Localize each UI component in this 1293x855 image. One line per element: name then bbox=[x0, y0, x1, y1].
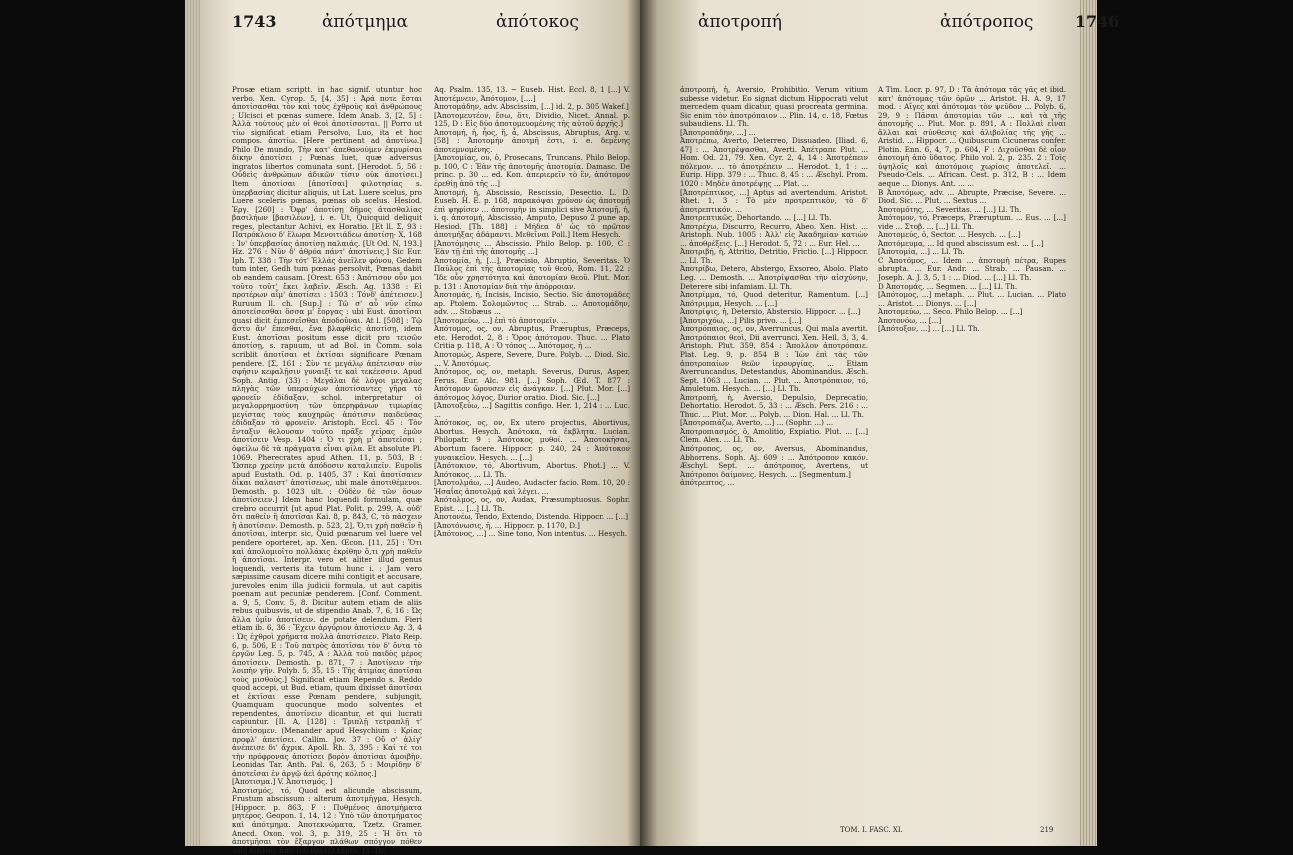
entry: Ἀποτομία, ἡ, [...], Præcisio, Abruptio, Severitas. Ὁ Παῦλος ἐπὶ τῆς ἀποτομίας τοῦ θεοῦ, Rom. 11, 22 : Ἴδε οὖν χρηστότητα καὶ ἀποτομίαν θεοῦ. Plut. Mor. p. 131 : Ἀποτομίαν διὰ τὴν ἀπόρροιαν. bbox=[434, 255, 630, 291]
entry: Ἀπότομον, τό, Præceps, Præruptum. ... Eus. ... [...] vide ... Στοβ. ... [...] Ll. Th. bbox=[878, 213, 1066, 231]
entry: Ἀποτομή, ἡ, Abscissio, Rescissio, Desectio. L. D. Euseb. H. E. p. 168, παρακόψαι χρόνον ὡς ἀποτομῇ ἐπὶ ψηφίσεν ... ἀποτομὴν in simplici sive Ἀποτομῇ, ἡ, i. q. ἀποτομή, Abscissio, Amputo, Depuso 2 pune ap. Hesiod. [Th. 188] : Μήδεα δ' ὡς τὸ πρῶτον ἀποτμήξας ἀδάμαντι. Μεθεῖναι Poll.] Item Hesych. bbox=[434, 187, 630, 240]
entry: [Ἀποτριχόω, ...] Pilis privo. ... [...] bbox=[680, 315, 802, 325]
entry: [Ἀποτομευτέον, ἔσω, ὅτι, Dividio, Nicet. Annal. p. 125, D : Εἰς δύο ἀποτομευομένης τῆς αὐτοῦ ἀρχῆς.] bbox=[434, 110, 630, 129]
entry: Ἀπότολμος, ος, ον, Audax, Præsumptuosus. Sophr. Epist. ... [...] Ll. Th. bbox=[434, 495, 630, 513]
entry: Ἀποτονέω, Tendo, Extendo, Distendo. Hippocr. ... [...] bbox=[434, 512, 629, 522]
entry: Ἀποτόμευμα, ... Id quod abscissum est. ... [...] bbox=[878, 238, 1044, 248]
entry: C Ἀποτόμος, ... Idem ... ἀποτομὴ πέτρα, Rupes abrupta. ... Eur. Andr. ... Strab. ... Pausan. ... Joseph. A. J. 3, 5, 1 : ... Diod. ... [...] Ll. Th. bbox=[878, 255, 1066, 283]
entry: Ἀπότομος, ος, ον, Abruptus, Præruptus, Præceps, etc. Herodot. 2, 8 : Ὄρος ἀπότομον. Thuc. ... Plato Critia p. 118, A : Ὁ τόπος ... Ἀπότομος, ἡ ... bbox=[434, 324, 630, 351]
entry: Ἀποτομή, ἡ, ἦος, ἥ, ἆ, Abscissus, Abruptus, Arg. v. [58] : Ἀποτομήν ἀποτμῆ ἐστι, i. e. δεμένης ἀποτεμνομένης. bbox=[434, 127, 630, 154]
column-d bbox=[878, 86, 1066, 826]
page-number-left: 1743 bbox=[232, 12, 277, 31]
entry: [Ἀπότομος, ...] metaph. ... Plut. ... Lucian. ... Plato ... Aristot. ... Dionys. ... [...] bbox=[878, 290, 1066, 308]
column-a bbox=[232, 85, 422, 855]
left-page-header bbox=[232, 12, 408, 32]
right-page bbox=[640, 0, 1120, 846]
entry: A Tim. Locr. p. 97, D : Τὰ ἀπότομα τᾶς γᾶς et ibid. κατ' ἀπότομας τῶν ὀρῶν ... Aristot. H. A. 9, 17 mod. : Αἴγες καὶ ἀπότομαι τὸν ψεῦδον ... Polyb. 6, 29, 9 : Πᾶσαι ἀποτομίαι τῶν ... καὶ τὰ τῆς ἀποτομῆς ... Plut. Mor. p. 891, A : Πολλαὶ εἶναι ἄλλαι καὶ σύνθεσις καὶ ἀλιβολίας τῆς γῆς ... Aristid. ... Hippocr. ... Quibuscum Cicuneras confer. Plotin. Enn. 6, 4, 7, p. 604, F : Διχοῦσθαι δὲ οἶον ἀποτομὴ ἀπὸ ὕδατος. Philo vol. 2, p. 235. 2 : Τοῖς ὑψηλοῖς καὶ ἀποτόμοις χωρίοις ἀποτελεῖ. ... Pseudo-Cels. ... African. Cest. p. 312, B : ... Idem aeque ... Dionys. Ant. ... ... bbox=[878, 85, 1066, 189]
entry: Ἀποτομεύς, ὁ, Sector. ... Hesych. ... [...] bbox=[878, 230, 1021, 240]
entry: Ἀποτρεπτικῶς, Dehortando. ... [...] Ll. Th. bbox=[680, 213, 832, 223]
entry: Ἀποτομότης, ... Severitas. ... [...] Ll. Th. bbox=[878, 204, 1022, 214]
entry: Ἀποτρίμμα, τό, Quod deteritur, Ramentum. [...] Ἀπότριμμα, Hesych. ... [...] bbox=[680, 290, 868, 308]
entry: [Ἀποτομίας, ου, ὁ, Prosecans, Truncans. Philo Belop. p. 100, C : Ἐὰν τῆς ἀποτομῆς ἀποτομία. Damasc. De princ. p. 30 ... ed. Κοπ. ἀπεριερεῖν τὸ ἓν, ἀπότομον ἐρεθίῃ ἀπὸ τῆς ...] bbox=[434, 153, 630, 189]
entry: Ἀποτρίβω, Detero, Abstergo, Exsoreo, Abolo. Plato Leg. ... Demosth. ... Ἀποτρίψασθαι τὴν αἰσχύνην, Deterere sibi infamiam. Ll. Th. bbox=[680, 264, 868, 291]
entry: ἀπότρεπτος, ... bbox=[680, 478, 735, 488]
signature-number: 219 bbox=[1040, 826, 1054, 834]
entry: [Ἀποτολμάω, ...] Audeo, Audacter facio. Rom. 10, 20 : Ἡσαΐας ἀποτολμᾷ καὶ λέγει. ... bbox=[434, 478, 630, 496]
column-b bbox=[434, 86, 630, 826]
entry: [Ἀπότονος, ...] ... Sine tono, Non intentus. ... Hesych. bbox=[434, 529, 628, 539]
entry: [Ἀπότοξον, ...] ... [...] Ll. Th. bbox=[878, 324, 980, 334]
entry: [Ἀπότοκιον, τό, Abortivum, Abortus. Phot.] ... V. Ἀπότοκος. ... Ll. Th. bbox=[434, 461, 630, 479]
entry: Ἀποτομώς, Aspere, Severe, Dure. Polyb. ... Diod. Sic. ... V. Ἀποτόμως. bbox=[434, 349, 630, 368]
entry: D Ἀποτομάς, ... Segmen. ... [...] Ll. Th. bbox=[878, 281, 1018, 291]
entry: Ἀποτρέχω, Discurro, Recurro, Abeo. Xen. Hist. ... Aristoph. Nub. 1005 : Ἀλλ' εἰς Ἀκαδημίαν κατιὼν ... ἀποθρέξεις. [...] Herodot. 5, 72 : ... Eur. Hel. ... bbox=[680, 221, 868, 248]
entry: [Ἀποτροπάδην, ...] ... bbox=[680, 127, 756, 137]
entry: Ἀποτρόπαιος, ος, ον, Averruncus, Qui mala avertit. Ἀποτρόπαιοι θεοὶ, Dii averrunci. Xen. Hell. 3, 3, 4. Aristoph. Plut. 359, 854 : Ἄπολλον ἀποτρόπαιε. Plat. Leg. 9, p. 854 B : Ἰὼν ἐπὶ τὰς τῶν ἀποτροπαίων θεῶν ἱερουργίας. ... Etiam Averruncandus, Detestandus, Abominandus. Æsch. Sept. 1063 ... Lucian. ... Plut. ... Ἀποτρόπαιον, τό, Amuletum. Hesych. ... [...] Ll. Th. bbox=[680, 324, 868, 394]
column-c bbox=[680, 86, 868, 826]
entry: [Ἀποτροπιάζω, Averto, ...] ... (Sophr. ...) ... bbox=[680, 418, 834, 428]
fascicle-footer: TOM. I. FASC. XI. bbox=[840, 826, 903, 834]
headword-left-a: ἀπότμημα bbox=[321, 12, 408, 32]
entry: ἀποτροπή, ἡ, Aversio, Prohibitio. Verum vitium subesse videtur. Eo signat dictum Hippocrati velut mercedem quam dicatur, quasi procreata germina. Sic enim τὸν ἀποτρόπαιον ... Plin. 14, c. 18, Fœtus subaudiens. Ll. Th. bbox=[680, 85, 868, 129]
entry: Ἀποτρέπω, Averto, Deterreo, Dissuadeo. [Iliad. 6, 47] : ... Ἀποτρέψασθαι, Averti. Ἀπέτραπε Plut. ... Hom. Od. 21, 79. Xen. Cyr. 2, 4, 14 : Ἀποτρέπειν πόλεμον. ... τὸ ἀποτρέπειν ... Herodot. 1, 1 : ... Eurip. Hipp. 379 : ... Thuc. 8, 45 : ... Æschyl. Prom. 1020 : Μηδὲν ἀποτρέψῃς ... Plat. ... bbox=[680, 136, 868, 189]
entry: Ἀποτονόω, ... [...] bbox=[878, 315, 942, 325]
right-page-header bbox=[940, 12, 1119, 32]
entry: B Ἀποτόμως, adv. ... Abrupte, Præcise, Severe. ... Diod. Sic. ... Plut. ... Sextus ... bbox=[878, 187, 1066, 206]
entry: Aq. Psalm. 135, 13. ~ Euseb. Hist. Eccl. 8, 1 [...] V. Ἀποτέμνειν, Ἀπότομον, [....] bbox=[434, 85, 630, 103]
entry: Ἀποτομεύω, ... Seco. Philo Belop. ... [...] bbox=[878, 307, 1023, 317]
entry: Prosæ etiam scriptt. in hac signif. utuntur hoc verbo. Xen. Cyrop. 5, [4, 35] : Ἀρά ποτε ἔσται ἀποτίσασθαι τὸν καὶ τοὺς ἐχθροὺς καὶ ἀνθρώπους ; Ulcisci et pœnas sumere. Idem Anab. 3, [2, 5] : Ἀλλὰ τούτους μὲν οἱ θεοὶ ἀποτίσονται. || Porro ut τίω significat etiam Persolvo, Luo, ita et hoc compos. ἀποτίω. [Here pertinent ad ἀποτίνω.] Philo De mundo, Τὴν κατ' ἀπεθανούμεν ἐκμυρίσαι δίκην ἀποτίσει ; Pœnas luet, quæ adversus ingratos libertos comunata sunt. [Herodot. 5, 56 : Οὐδεὶς ἀνθρώπων ἀδικῶν τίσιν οὐκ ἀποτίσει.] Item ἀποτίσαι [ἀποτῖσαι] φιλοτησίας s. ὑπερβασίας dicitur aliquis, ut Lat. Luere scelus, pro Luere sceleris pœnas, pœnas ob scelus. Hesiod. Ἐργ. [260] : Ὄφρ' ἀποτίσῃ δῆμος ἀτασθαλίας βασιλήων [βασιλέων], i. e. Ut, Quicquid deliquit reges, plectantur Achivi, ex Horatio. [Et ll. Σ, 93 : Πατρόκλοιο δ' ἕλωρα Μενοιτιάδεω ἀποτίσῃ· Χ, 168 : Ἰν' ὑπερβασίας ἀποτίσῃ παλαιάς. [Ut Od. N, 193.] Hz. 276 : Νῦν δ' ἀθρόα πάντ' ἀποτίνεις.] Sic Eur. Iph. T. 338 : Τὴν τότ' Ἑλλάς ἀνεῖλεν φόνου, Gedem tum inter, Gedh tum pœnas persolvit, Pœnas dabit ob eandem causam. [Orest. 653 : Ἀπότισον οὖν μοι τοῦτο τοῦτ' ἔκει λαβεῖν. Æsch. Ag. 1338 : Εἰ προτέρων αἷμ' ἀποτίσει : 1503 : Τόνδ' ἀπέτεισεν.] Ruruum ll. ch. [Sup.] : Τῶ σ' αὖ νῦν εἴπω ἀποτείσεσθαι ὅσσα μ' ἔοργας : ubi Eust. ἀποτῖσαι quasi dicit ἐμπεσεῖσθαι ἀποδοῦναι. At l. [508] : Τῷ ἄστυ ἄν' ἕπεσθαι, ἕνα βλαφθεὶς ἀποτίσῃ, idem Eust. ἀποτῖσαι positum esse dicit pro τεισῶν ἀποτίσῃ, s. rapuum, ut ad Bol. in Comm. sola scriblit ἀποτῖσαι et ἐκτῖσαι significare Pœnam pendere. [Σ, 161 : Σὺν τε μεγάλῳ ἀπέτεισαν σὺν σφῆσιν κεφαλῇσιν γυναιξί τε καὶ τεκέεσσιν. Apud Soph. Antig. (33) : Μεγάλαι δὲ λόγοι μεγάλας πληγὰς τῶν ὑπεραύχων ἀποτίσαντες γῆρα τὸ φρονεῖν ἐδίδαξαν, schol. interpretatur οἱ μεγαλορρημοσύνη τῶν ὑπερηφάνων τιμωρίας μεγίστας τοὺς καυχηρῶς ἀπότισιν παιδεύσας ἐδίδαξαν τὸ φρονεῖν. Aristoph. Eccl. 45 : Τὸν ἔνταξιν θελουσαν τοῦτο πρᾶξε χεῖρας ἐμῶν ἀποτίσειν Vesp. 1404 : Ὁ τι χρὴ μ' ἀποτεῖσαι ; ὀφείλω δὲ τὰ πράγματα εἶναι φίλα. Et absolute Pl. 1069. Pherecrates apud Athen. 11, p. 503, B : Ὥσπερ χρείην μετὰ ἀπόδοσιν καταλιπεῖν. Eupolis apud Eustath. Od. p. 1405, 37 : Καὶ ἀποτίσαιεν δίκαι παλαιστ' ἀποτίσεως, ubi male ἀποτιθέμενοι. Demosth. p. 1023 ult. : Οὐδὲν δὲ τῶν ὅσων ἀποτίσειεν.] Idem hanc loquendi formulam, quæ crebro occurrit [ut apud Plat. Polit. p. 299, A. οὐδ' ὅτι παθεῖν ἢ ἀποτῖσαι Kai. 8, p. 843, C, τὸ πάσχειν ἢ ἀποτίσειν. Demosth. p. 523, 2], Ὅ,τι χρὴ παθεῖν ἢ ἀποτῖσαι, interpr. sic, Quid pœnarum vel luere vel pendere oporteret, ap. Xen. Œcon. [11, 25] : Ὅτι καὶ ἀπολομιοῖτο πολλάκις ἐκρίθην ὅ,τι χρὴ παθεῖν ἢ ἀποτῖσαι. Interpr. vero et aliter illud genus loquendi, verteris ita tutum hunc i. : Jam vero sæpissime causam dicere mihi contigit et accusare, jurevoles enim illa judicii formula, ut aut capitis poenam aut pecuniæ penderem. [Conf. Comment. a. 9, 5, Conv. 5, 8. Dicitur autem etiam de aliis rebus quibusvis, ut de stipendio Anab. 7, 6, 16 : Ὡς ἄλλα ὑμῖν ἀποτίσειν. de potate delendum. Fieri etiam ib. 6, 36 : Ἔχειν ἀργύριον ἀποτίσειν Ag. 3, 4 : Ὡς ἐχθροὶ χρήματα πολλὰ ἀποτίσειεν. Plato Reip. 6, p. 506, E : Τοῦ πατρὸς ἀποτῖσαι τὸν δ' ὄντα τὸ ἐργῶν Leg. 5, p. 745, A : Ἀλλὰ τοῦ παιδὸς μέρος ἀποτίσειν. Demosth. p. 871, 7 : Ἀποτίνειν τὴν λοιπὴν γῆν. Polyb. 5, 35, 15 : Τῆς ἀτιμίας ἀποτῖσαι τοὺς μισθοὺς.] Significat etiam Rependo s. Reddo quod accepi, ut Bud. etiam, quum dixisset ἀποτῖσαι et ἐκτῖσαι esse Pœnam pendere, subjungit, Quamquam quocunque modo solventes et rependentes, ἀποτίνειν dicantur, et qui lucrati capiuntur. [Il. A, [128] : Τριπλῇ τετραπλῇ τ' ἀποτίσομεν. (Menander apud Hesychium : Κρίας προφλ' ἀπετίσει. Callim. Jov. 37 : Οὔ σ' ἀλίγ' ἀνέπεισε δι' ἄχρικ. Apoll. Rh. 3, 395 : Καί τέ τοι τὴν πρόφρονας ἀποτίσει βορὸν ἀποτίσαι ἀμοιβὴν. Leonidas Tar. Anth. Pal. 6, 263, 5 : Μοιρίδην δ' ἀποτεῖσαι ἐν ἀργῷ ἀεὶ ἀρότης κόλπος.] bbox=[232, 85, 422, 778]
left-page bbox=[200, 0, 640, 855]
entry: Ἀποτομάδην, adv. Abscissim, [...] id. 2, p. 305 Wakef.] bbox=[434, 102, 629, 112]
entry: Ἀπότοκος, ος, ον, Ex utero projectus, Abortivus, Abortus. Hesych. Ἀπότοκα, τὰ ἔκβλητα. Lucian. Philopatr. 9 : Ἀπότοκος μυθοί. ... Ἀποτοκῆσαι, Abortum facere. Hippocr. p. 240, 24 : Ἀπότοκον γυναικεῖον. Hesych. ... [...] bbox=[434, 418, 630, 462]
entry: [Ἀποτοξεύω, ...] Sagittis configo. Her. 1, 214 : ... Luc. ... bbox=[434, 401, 630, 419]
entry: [Ἀποτισμα.] V. Ἀποτισμός. ] bbox=[232, 777, 333, 787]
entry: [Ἀποτομεύω, ...] ἐπὶ τὸ ἀποτομεῖν. ... bbox=[434, 315, 568, 325]
entry: Ἀποτρίψις, ἡ, Detersio, Abstersio. Hippocr. ... [...] bbox=[680, 307, 861, 317]
entry: Ἀπότομος, ος, ον, metaph. Severus, Durus, Asper, Ferus. Eur. Alc. 981. [...] Soph. Œd. T. 877 : Ἀπότομον ὤρουσεν εἰς ἀνάγκαν. [...] Plut. Mor. [...] ἀπότομος λόγος, Durior oratio. Diod. Sic. [...] bbox=[434, 367, 630, 402]
entry: Ἀπότροπος, ος, ον, Aversus, Abominandus, Abhorrens. Soph. Aj. 609 : ... Ἀπότροπον κακόν. Æschyl. Sept. ... ἀπότροπος, Avertens, ut Ἀπότροποι δαίμονες. Hesych. ... [Segmentum.] bbox=[680, 443, 868, 479]
entry: [Ἀποτρέπτικος, ...] Aptus ad avertendum. Aristot. Rhet. 1, 3 : Τὸ μὲν προτρεπτικὸν, τὸ δ' ἀποτρεπτικόν. ... bbox=[680, 187, 868, 214]
entry: Ἀποτροπιασμός, ὁ, Amolitio, Expiatio. Plut. ... [...] Clem. Alex. ... Ll. Th. bbox=[680, 426, 868, 445]
entry: [Ἀποτομία, ...] ... Ll. Th. bbox=[878, 247, 965, 257]
entry: Ἀποτισμός, τό, Quod est alicunde abscissum, Frustum abscissum : alterum ἀποτμῆγμα, Hesych. [Hippocr. p. 863, F : Πυθμένος ἀποτμήματα μητέρος. Geopon. 1, 14, 12 : Ὑπὸ τῶν ἀποτμήματος καὶ ἀπότμημα. Ἀποτεκνώματα, Tzetz. Gramer. Anecd. Oxon. vol. 3, p. 319, 25 : Ἡ ὅτι τὸ ἀποτμῆσαι τὸν ἔξαργον πλάθων σπόγγον πόθεν τοῖς διπλοῖς ἀπὸ τοῦ προτελλόμεν. Ll. Th. bbox=[232, 785, 422, 855]
entry: Ἀποτομάς, ή, Incisis, Incisio, Sectio. Sic ἀποτομάδες ap. Ptolem. Σολομῶντος ... Strab. ... Αποτομάδην, adv. ... Stobæus ... bbox=[434, 290, 630, 317]
open-book bbox=[200, 0, 1120, 855]
headword-right-b: ἀπότροπος bbox=[940, 12, 1034, 32]
headword-left-b: ἀπότοκος bbox=[496, 12, 579, 32]
entry: Ἀποτροπή, ἡ, Aversio, Depulsio, Deprecatio, Dehortatio. Herodot. 5, 33 : ... Æsch. Pers. 216 : ... Thuc. ... Plut. Mor. ... Polyb. ... Dion. Hal. ... Ll. Th. bbox=[680, 392, 868, 419]
headword-right-a: ἀποτροπή bbox=[698, 12, 782, 32]
entry: [Ἀποτόνωσις, ἡ, ... Hippocr. p. 1170, D.] bbox=[434, 520, 580, 530]
entry: [Ἀποτόμησις ... Abscissio. Philo Belop. p. 100, C : Ἐὰν τῇ ἐπὶ τῆς ἀποτομῆς ...] bbox=[434, 238, 630, 257]
page-number-right: 1746 bbox=[1074, 12, 1120, 31]
entry: Ἀποτριβή, ἡ, Attritio, Detritio, Frictio. [...] Hippocr. ... Ll. Th. bbox=[680, 247, 868, 265]
